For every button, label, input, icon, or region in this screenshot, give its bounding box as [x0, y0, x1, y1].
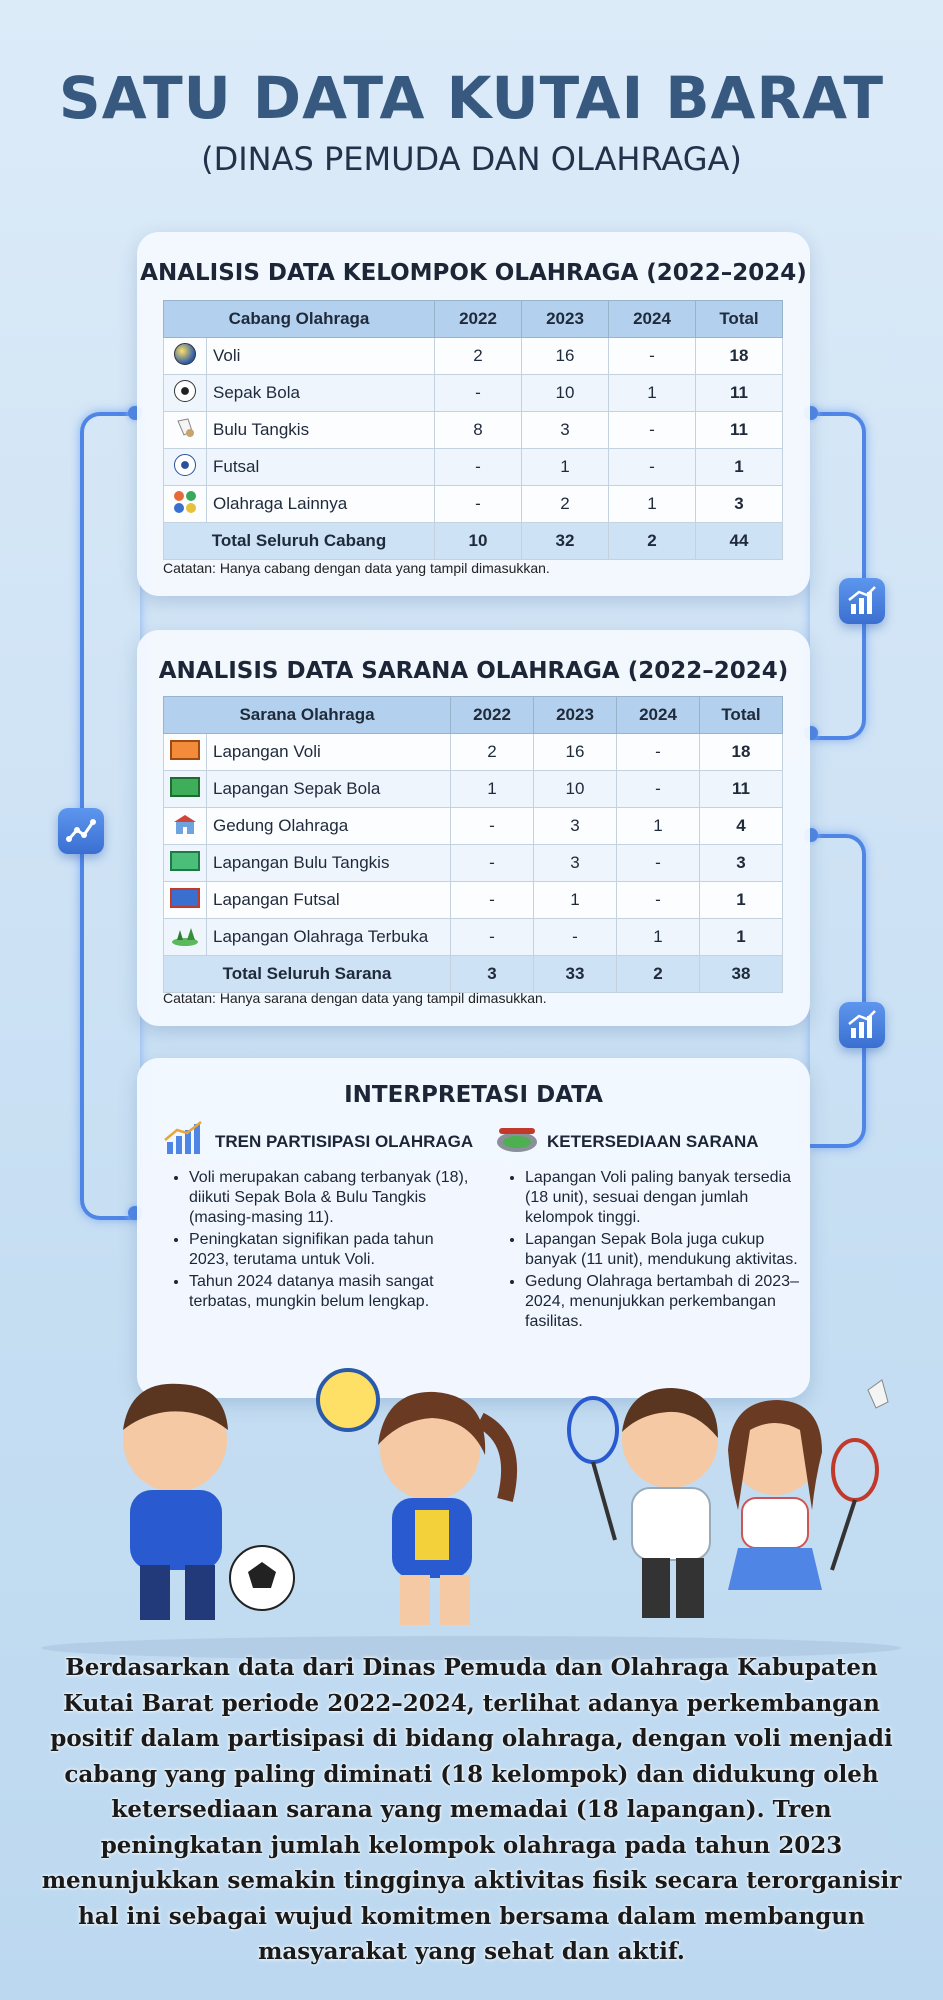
kelompok-card	[137, 232, 810, 596]
stadium-icon	[495, 1122, 539, 1159]
cell-value: -	[617, 882, 700, 919]
volleyball-court-icon	[164, 734, 207, 771]
list-item: • Lapangan Sepak Bola juga cukup banyak (11 unit), mendukung aktivitas.	[525, 1230, 805, 1270]
bar-chart-icon	[839, 578, 885, 624]
cell-total: 1	[700, 882, 783, 919]
cell-value: -	[534, 919, 617, 956]
total-value: 2	[609, 523, 696, 560]
soccer-ball-icon	[164, 375, 207, 412]
kelompok-table	[163, 300, 783, 560]
multi-sport-icon	[164, 486, 207, 523]
shuttlecock-icon	[164, 412, 207, 449]
sarana-title: ANALISIS DATA SARANA OLAHRAGA (2022–2024)	[158, 658, 789, 684]
total-row	[164, 523, 783, 560]
total-value: 33	[534, 956, 617, 993]
kelompok-title: ANALISIS DATA KELOMPOK OLAHRAGA (2022–2024)	[140, 260, 807, 286]
badminton-court-icon	[164, 845, 207, 882]
list-item: • Lapangan Voli paling banyak tersedia (18 unit), sesuai dengan jumlah kelompok tinggi.	[525, 1168, 805, 1228]
right-connector-line-2	[810, 834, 866, 1148]
sarana-note: Catatan: Hanya sarana dengan data yang tampil dimasukkan.	[163, 990, 547, 1006]
growth-chart-icon	[163, 1120, 203, 1161]
cell-value: 2	[451, 734, 534, 771]
soccer-player-figure	[123, 1384, 294, 1620]
cell-total: 1	[696, 449, 783, 486]
cell-value: -	[617, 734, 700, 771]
cell-value: -	[451, 919, 534, 956]
cell-value: 2	[435, 338, 522, 375]
column-header: 2024	[609, 301, 696, 338]
sarana-list	[507, 1168, 805, 1334]
table-row	[164, 412, 783, 449]
table-row	[164, 808, 783, 845]
column-header: 2023	[522, 301, 609, 338]
total-value: 2	[617, 956, 700, 993]
tren-list	[171, 1168, 477, 1314]
cell-value: -	[451, 808, 534, 845]
cell-name: Lapangan Sepak Bola	[207, 771, 451, 808]
cell-total: 4	[700, 808, 783, 845]
cell-value: -	[609, 412, 696, 449]
open-field-icon	[164, 919, 207, 956]
cell-value: 10	[522, 375, 609, 412]
column-header: 2022	[435, 301, 522, 338]
bar-chart-icon	[839, 1002, 885, 1048]
cell-value: 1	[617, 808, 700, 845]
cell-total: 1	[700, 919, 783, 956]
cell-name: Bulu Tangkis	[207, 412, 435, 449]
volleyball-icon	[164, 338, 207, 375]
kids-sports-illustration	[0, 1360, 943, 1660]
cell-name: Futsal	[207, 449, 435, 486]
column-header: Total	[696, 301, 783, 338]
badminton-girl-figure	[728, 1380, 888, 1590]
cell-value: 1	[617, 919, 700, 956]
soccer-field-icon	[164, 771, 207, 808]
cell-value: -	[435, 449, 522, 486]
cell-total: 3	[696, 486, 783, 523]
cell-name: Voli	[207, 338, 435, 375]
right-connector-line-1	[810, 412, 866, 740]
cell-value: -	[617, 845, 700, 882]
column-header: Cabang Olahraga	[164, 301, 435, 338]
cell-name: Lapangan Bulu Tangkis	[207, 845, 451, 882]
cell-name: Lapangan Olahraga Terbuka	[207, 919, 451, 956]
page-subtitle: (DINAS PEMUDA DAN OLAHRAGA)	[201, 140, 742, 178]
cell-total: 18	[700, 734, 783, 771]
table-row	[164, 771, 783, 808]
volleyball-player-figure	[318, 1370, 509, 1625]
cell-value: -	[435, 375, 522, 412]
column-header: 2022	[451, 697, 534, 734]
futsal-court-icon	[164, 882, 207, 919]
table-row	[164, 449, 783, 486]
column-header: 2024	[617, 697, 700, 734]
cell-total: 11	[700, 771, 783, 808]
cell-total: 11	[696, 412, 783, 449]
table-row	[164, 338, 783, 375]
total-value: 3	[451, 956, 534, 993]
cell-value: 10	[534, 771, 617, 808]
total-value: 44	[696, 523, 783, 560]
kelompok-note: Catatan: Hanya cabang dengan data yang tampil dimasukkan.	[163, 560, 550, 576]
page-title: SATU DATA KUTAI BARAT	[58, 64, 885, 132]
tren-heading: TREN PARTISIPASI OLAHRAGA	[215, 1132, 474, 1151]
list-item: • Voli merupakan cabang terbanyak (18), diikuti Sepak Bola & Bulu Tangkis (masing-masing 11).	[189, 1168, 477, 1228]
sports-hall-icon	[164, 808, 207, 845]
cell-value: -	[451, 845, 534, 882]
interpretasi-title: INTERPRETASI DATA	[344, 1082, 603, 1108]
table-row	[164, 919, 783, 956]
cell-value: -	[451, 882, 534, 919]
cell-total: 18	[696, 338, 783, 375]
cell-total: 3	[700, 845, 783, 882]
cell-name: Sepak Bola	[207, 375, 435, 412]
summary-paragraph: Berdasarkan data dari Dinas Pemuda dan Olahraga Kabupaten Kutai Barat periode 2022–2024, terlihat adanya perkembangan positif dalam partisipasi di bidang olahraga, dengan voli menjadi cabang yang paling diminati (18 kelompok) dan didukung oleh ketersediaan sarana yang memadai (18 lapangan). Tren peningkatan jumlah kelompok olahraga pada tahun 2023 menunjukkan semakin tingginya aktivitas fisik secara terorganisir hal ini sebagai wujud komitmen bersama dalam membangun masyarakat yang sehat dan aktif.	[41, 1654, 902, 1965]
cell-value: -	[609, 338, 696, 375]
badminton-boy-figure	[569, 1388, 718, 1618]
cell-total: 11	[696, 375, 783, 412]
list-item: • Gedung Olahraga bertambah di 2023–2024, menunjukkan perkembangan fasilitas.	[525, 1272, 805, 1332]
sarana-table	[163, 696, 783, 993]
cell-name: Lapangan Futsal	[207, 882, 451, 919]
table-row	[164, 375, 783, 412]
total-value: 32	[522, 523, 609, 560]
total-value: 10	[435, 523, 522, 560]
table-row	[164, 486, 783, 523]
trend-line-icon	[58, 808, 104, 854]
column-header: 2023	[534, 697, 617, 734]
cell-value: 3	[534, 845, 617, 882]
sarana-heading: KETERSEDIAAN SARANA	[547, 1132, 759, 1151]
cell-value: 16	[522, 338, 609, 375]
total-label: Total Seluruh Sarana	[164, 956, 451, 993]
list-item: • Tahun 2024 datanya masih sangat terbatas, mungkin belum lengkap.	[189, 1272, 477, 1312]
total-value: 38	[700, 956, 783, 993]
cell-value: 1	[451, 771, 534, 808]
cell-value: 1	[609, 486, 696, 523]
cell-value: 16	[534, 734, 617, 771]
list-item: • Peningkatan signifikan pada tahun 2023, terutama untuk Voli.	[189, 1230, 477, 1270]
total-row	[164, 956, 783, 993]
cell-name: Olahraga Lainnya	[207, 486, 435, 523]
sarana-card	[137, 630, 810, 1026]
column-header: Total	[700, 697, 783, 734]
column-header: Sarana Olahraga	[164, 697, 451, 734]
cell-name: Gedung Olahraga	[207, 808, 451, 845]
cell-value: 1	[609, 375, 696, 412]
cell-value: 1	[522, 449, 609, 486]
cell-value: -	[435, 486, 522, 523]
cell-value: 2	[522, 486, 609, 523]
total-label: Total Seluruh Cabang	[164, 523, 435, 560]
cell-value: -	[617, 771, 700, 808]
interpretasi-card	[137, 1058, 810, 1398]
cell-value: 3	[522, 412, 609, 449]
cell-value: 1	[534, 882, 617, 919]
cell-value: 3	[534, 808, 617, 845]
cell-value: 8	[435, 412, 522, 449]
cell-value: -	[609, 449, 696, 486]
table-row	[164, 845, 783, 882]
table-row	[164, 734, 783, 771]
futsal-ball-icon	[164, 449, 207, 486]
cell-name: Lapangan Voli	[207, 734, 451, 771]
table-row	[164, 882, 783, 919]
